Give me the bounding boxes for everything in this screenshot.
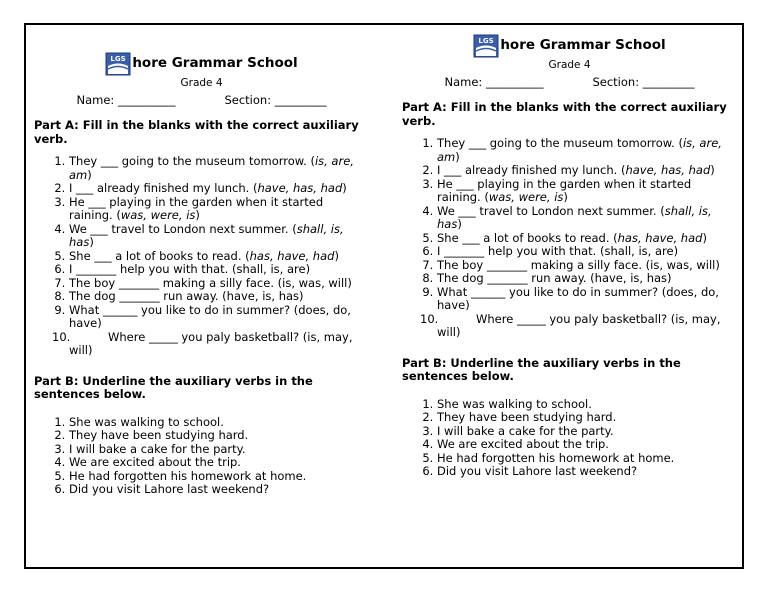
list-item: 3. He ___ playing in the garden when it started raining. (was, were, is) [69,196,369,223]
worksheet-right [402,34,737,479]
school-logo-icon [473,34,499,58]
part-b-list [402,398,737,479]
name-field-label: Name: __________ [76,92,176,107]
list-item: 4. We ___ travel to London next summer. (shall, is, has) [437,205,737,232]
list-item: 5. He had forgotten his homework at home. [69,470,369,484]
name-field-label: Name: __________ [444,74,544,89]
list-item: 3. I will bake a cake for the party. [69,443,369,457]
logo-text: LGS [110,55,126,63]
list-item: 3. He ___ playing in the garden when it started raining. (was, were, is) [437,178,737,205]
list-item: 6. Did you visit Lahore last weekend? [69,483,369,497]
list-item: 8. The dog _______ run away. (have, is, has) [69,290,369,304]
grade-label: Grade 4 [180,77,223,89]
section-field-label: Section: _________ [224,92,327,107]
worksheet-header [34,52,369,107]
list-item: 9. What ______ you like to do in summer? (does, do, have) [69,304,369,331]
school-logo-icon [105,52,131,76]
school-name: hore Grammar School [500,37,666,54]
grade-label: Grade 4 [548,59,591,71]
list-item: 1. They ___ going to the museum tomorrow. (is, are, am) [437,137,737,164]
list-item: 5. She ___ a lot of books to read. (has, have, had) [437,232,737,246]
list-item: 3. I will bake a cake for the party. [437,425,737,439]
school-name: hore Grammar School [132,55,298,72]
list-item: 2. They have been studying hard. [69,429,369,443]
part-b-heading: Part B: Underline the auxiliary verbs in the sentences below. [34,373,313,401]
list-item: 6. Did you visit Lahore last weekend? [437,465,737,479]
part-a-heading: Part A: Fill in the blanks with the correct auxiliary verb. [34,118,359,146]
list-item: 4. We ___ travel to London next summer. (shall, is, has) [69,223,369,250]
part-a-heading: Part A: Fill in the blanks with the correct auxiliary verb. [402,100,727,128]
part-b-heading: Part B: Underline the auxiliary verbs in the sentences below. [402,355,681,383]
part-b-list [34,416,369,497]
list-item: 4. We are excited about the trip. [69,456,369,470]
list-item: 4. We are excited about the trip. [437,438,737,452]
list-item: 9. What ______ you like to do in summer? (does, do, have) [437,286,737,313]
part-a-list [34,155,369,358]
worksheet-header [402,34,737,89]
list-item: 5. She ___ a lot of books to read. (has, have, had) [69,250,369,264]
list-item: 2. I ___ already finished my lunch. (have, has, had) [437,164,737,178]
list-item: 7. The boy _______ making a silly face. (is, was, will) [69,277,369,291]
list-item: 8. The dog _______ run away. (have, is, has) [437,272,737,286]
worksheet-left [34,52,369,497]
list-item: 10. Where _____ you paly basketball? (is, may, will) [420,311,721,339]
list-item: 7. The boy _______ making a silly face. (is, was, will) [437,259,737,273]
list-item: 6. I _______ help you with that. (shall, is, are) [437,245,737,259]
logo-text: LGS [478,37,494,45]
list-item: 2. They have been studying hard. [437,411,737,425]
list-item: 10. Where _____ you paly basketball? (is, may, will) [52,329,353,357]
list-item: 6. I _______ help you with that. (shall, is, are) [69,263,369,277]
list-item: 2. I ___ already finished my lunch. (have, has, had) [69,182,369,196]
list-item: 1. She was walking to school. [437,398,737,412]
list-item: 5. He had forgotten his homework at home. [437,452,737,466]
part-a-list [402,137,737,340]
list-item: 1. They ___ going to the museum tomorrow. (is, are, am) [69,155,369,182]
section-field-label: Section: _________ [592,74,695,89]
list-item: 1. She was walking to school. [69,416,369,430]
